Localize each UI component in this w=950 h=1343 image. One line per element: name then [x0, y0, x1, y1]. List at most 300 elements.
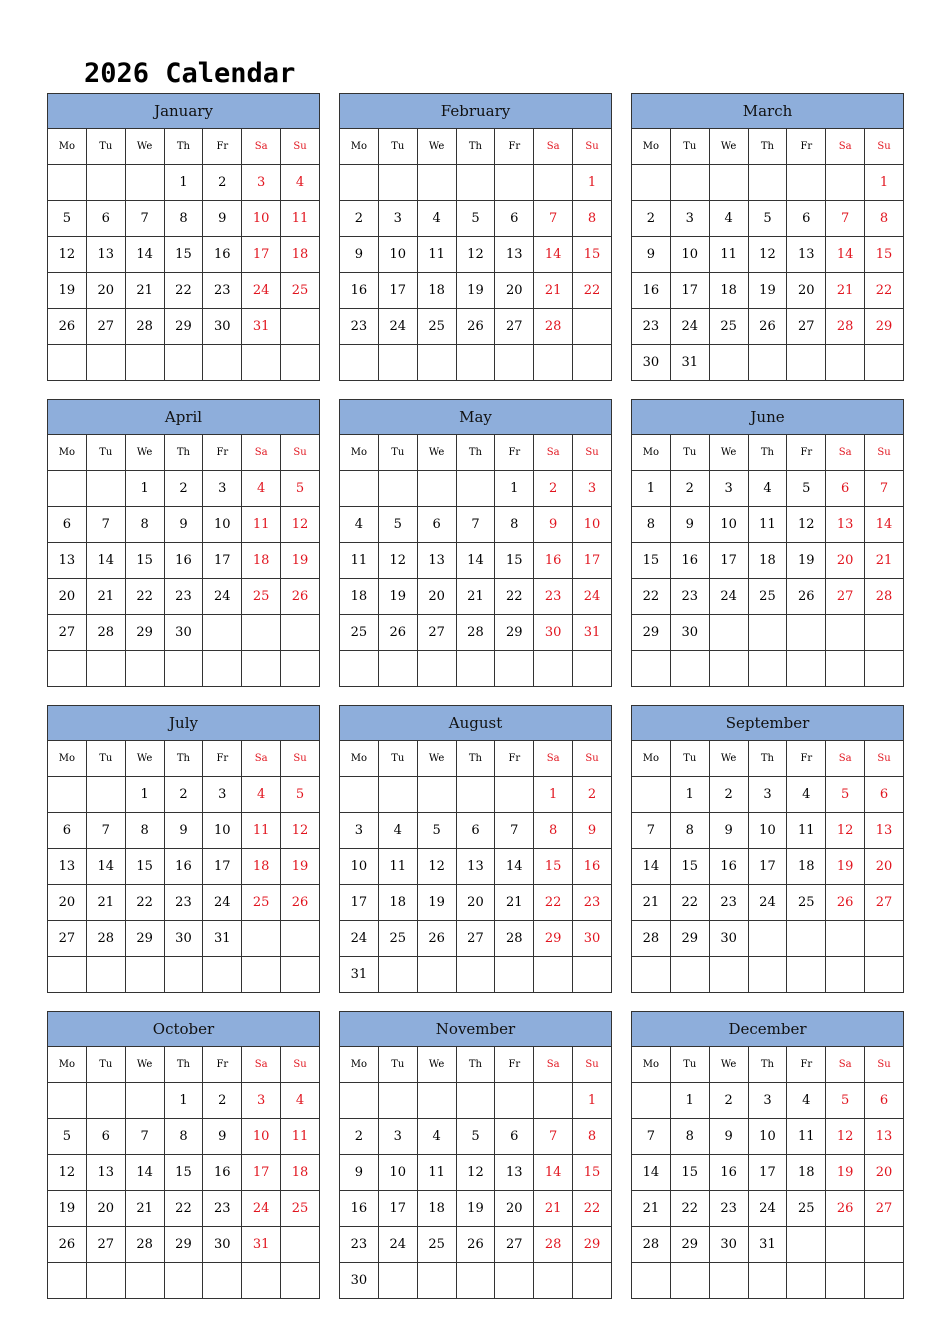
day-cell[interactable]: 22	[573, 273, 612, 309]
day-cell[interactable]: 12	[748, 237, 787, 273]
day-cell[interactable]: 10	[748, 813, 787, 849]
day-cell[interactable]: 21	[865, 543, 904, 579]
day-cell[interactable]: 6	[865, 1083, 904, 1119]
day-cell[interactable]: 16	[632, 273, 671, 309]
day-cell[interactable]: 14	[495, 849, 534, 885]
day-cell[interactable]: 2	[203, 165, 242, 201]
day-cell[interactable]: 16	[670, 543, 709, 579]
day-cell[interactable]: 15	[534, 849, 573, 885]
day-cell[interactable]: 21	[125, 1191, 164, 1227]
day-cell[interactable]: 18	[340, 579, 379, 615]
day-cell[interactable]: 22	[865, 273, 904, 309]
day-cell[interactable]: 8	[573, 1119, 612, 1155]
day-cell[interactable]: 19	[826, 849, 865, 885]
day-cell[interactable]: 16	[709, 1155, 748, 1191]
day-cell[interactable]: 5	[417, 813, 456, 849]
day-cell[interactable]: 3	[242, 165, 281, 201]
day-cell[interactable]: 10	[340, 849, 379, 885]
day-cell[interactable]: 29	[534, 921, 573, 957]
day-cell[interactable]: 25	[787, 1191, 826, 1227]
day-cell[interactable]: 28	[632, 1227, 671, 1263]
day-cell[interactable]: 21	[632, 885, 671, 921]
day-cell[interactable]: 4	[787, 1083, 826, 1119]
day-cell[interactable]: 3	[748, 1083, 787, 1119]
day-cell[interactable]: 31	[340, 957, 379, 993]
day-cell[interactable]: 11	[340, 543, 379, 579]
day-cell[interactable]: 19	[456, 273, 495, 309]
day-cell[interactable]: 9	[164, 507, 203, 543]
day-cell[interactable]: 5	[748, 201, 787, 237]
day-cell[interactable]: 25	[748, 579, 787, 615]
day-cell[interactable]: 20	[417, 579, 456, 615]
day-cell[interactable]: 6	[495, 1119, 534, 1155]
day-cell[interactable]: 6	[495, 201, 534, 237]
day-cell[interactable]: 12	[417, 849, 456, 885]
day-cell[interactable]: 17	[203, 543, 242, 579]
day-cell[interactable]: 17	[748, 849, 787, 885]
day-cell[interactable]: 2	[203, 1083, 242, 1119]
day-cell[interactable]: 6	[826, 471, 865, 507]
day-cell[interactable]: 7	[534, 201, 573, 237]
day-cell[interactable]: 14	[534, 237, 573, 273]
day-cell[interactable]: 29	[865, 309, 904, 345]
day-cell[interactable]: 17	[242, 1155, 281, 1191]
day-cell[interactable]: 26	[826, 1191, 865, 1227]
day-cell[interactable]: 22	[632, 579, 671, 615]
day-cell[interactable]: 25	[787, 885, 826, 921]
day-cell[interactable]: 29	[670, 1227, 709, 1263]
day-cell[interactable]: 1	[670, 1083, 709, 1119]
day-cell[interactable]: 19	[417, 885, 456, 921]
day-cell[interactable]: 26	[281, 579, 320, 615]
day-cell[interactable]: 11	[709, 237, 748, 273]
day-cell[interactable]: 26	[417, 921, 456, 957]
day-cell[interactable]: 15	[495, 543, 534, 579]
day-cell[interactable]: 23	[340, 309, 379, 345]
day-cell[interactable]: 28	[534, 1227, 573, 1263]
day-cell[interactable]: 12	[48, 1155, 87, 1191]
day-cell[interactable]: 2	[670, 471, 709, 507]
day-cell[interactable]: 1	[573, 165, 612, 201]
day-cell[interactable]: 27	[865, 1191, 904, 1227]
day-cell[interactable]: 15	[164, 237, 203, 273]
day-cell[interactable]: 13	[86, 1155, 125, 1191]
day-cell[interactable]: 24	[573, 579, 612, 615]
day-cell[interactable]: 22	[670, 1191, 709, 1227]
day-cell[interactable]: 14	[632, 1155, 671, 1191]
day-cell[interactable]: 26	[826, 885, 865, 921]
day-cell[interactable]: 6	[86, 1119, 125, 1155]
day-cell[interactable]: 9	[709, 813, 748, 849]
day-cell[interactable]: 10	[203, 507, 242, 543]
day-cell[interactable]: 23	[534, 579, 573, 615]
day-cell[interactable]: 18	[787, 849, 826, 885]
day-cell[interactable]: 14	[456, 543, 495, 579]
day-cell[interactable]: 6	[417, 507, 456, 543]
day-cell[interactable]: 30	[573, 921, 612, 957]
day-cell[interactable]: 28	[632, 921, 671, 957]
day-cell[interactable]: 14	[125, 237, 164, 273]
day-cell[interactable]: 21	[86, 885, 125, 921]
day-cell[interactable]: 5	[787, 471, 826, 507]
day-cell[interactable]: 18	[281, 237, 320, 273]
day-cell[interactable]: 28	[826, 309, 865, 345]
day-cell[interactable]: 19	[48, 273, 87, 309]
day-cell[interactable]: 31	[748, 1227, 787, 1263]
day-cell[interactable]: 15	[670, 1155, 709, 1191]
day-cell[interactable]: 20	[86, 1191, 125, 1227]
day-cell[interactable]: 11	[417, 237, 456, 273]
day-cell[interactable]: 9	[164, 813, 203, 849]
day-cell[interactable]: 13	[826, 507, 865, 543]
day-cell[interactable]: 16	[203, 1155, 242, 1191]
day-cell[interactable]: 26	[378, 615, 417, 651]
day-cell[interactable]: 24	[378, 1227, 417, 1263]
day-cell[interactable]: 21	[125, 273, 164, 309]
day-cell[interactable]: 20	[48, 579, 87, 615]
day-cell[interactable]: 15	[164, 1155, 203, 1191]
day-cell[interactable]: 29	[164, 309, 203, 345]
day-cell[interactable]: 15	[573, 1155, 612, 1191]
day-cell[interactable]: 25	[242, 579, 281, 615]
day-cell[interactable]: 22	[495, 579, 534, 615]
day-cell[interactable]: 28	[86, 921, 125, 957]
day-cell[interactable]: 21	[534, 273, 573, 309]
day-cell[interactable]: 22	[164, 1191, 203, 1227]
day-cell[interactable]: 16	[164, 849, 203, 885]
day-cell[interactable]: 29	[573, 1227, 612, 1263]
day-cell[interactable]: 1	[670, 777, 709, 813]
day-cell[interactable]: 11	[242, 813, 281, 849]
day-cell[interactable]: 11	[281, 1119, 320, 1155]
day-cell[interactable]: 21	[456, 579, 495, 615]
day-cell[interactable]: 17	[203, 849, 242, 885]
day-cell[interactable]: 14	[865, 507, 904, 543]
day-cell[interactable]: 4	[378, 813, 417, 849]
day-cell[interactable]: 14	[826, 237, 865, 273]
day-cell[interactable]: 29	[495, 615, 534, 651]
day-cell[interactable]: 29	[125, 615, 164, 651]
day-cell[interactable]: 10	[378, 237, 417, 273]
day-cell[interactable]: 26	[48, 1227, 87, 1263]
day-cell[interactable]: 20	[86, 273, 125, 309]
day-cell[interactable]: 2	[573, 777, 612, 813]
day-cell[interactable]: 3	[203, 471, 242, 507]
day-cell[interactable]: 3	[670, 201, 709, 237]
day-cell[interactable]: 11	[787, 1119, 826, 1155]
day-cell[interactable]: 29	[632, 615, 671, 651]
day-cell[interactable]: 3	[340, 813, 379, 849]
day-cell[interactable]: 22	[534, 885, 573, 921]
day-cell[interactable]: 12	[456, 237, 495, 273]
day-cell[interactable]: 1	[495, 471, 534, 507]
day-cell[interactable]: 10	[242, 201, 281, 237]
day-cell[interactable]: 13	[456, 849, 495, 885]
day-cell[interactable]: 22	[164, 273, 203, 309]
day-cell[interactable]: 6	[48, 813, 87, 849]
day-cell[interactable]: 7	[632, 813, 671, 849]
day-cell[interactable]: 13	[86, 237, 125, 273]
day-cell[interactable]: 14	[632, 849, 671, 885]
day-cell[interactable]: 9	[534, 507, 573, 543]
day-cell[interactable]: 10	[242, 1119, 281, 1155]
day-cell[interactable]: 24	[709, 579, 748, 615]
day-cell[interactable]: 14	[125, 1155, 164, 1191]
day-cell[interactable]: 27	[86, 309, 125, 345]
day-cell[interactable]: 4	[281, 1083, 320, 1119]
day-cell[interactable]: 18	[417, 273, 456, 309]
day-cell[interactable]: 18	[242, 543, 281, 579]
day-cell[interactable]: 17	[748, 1155, 787, 1191]
day-cell[interactable]: 2	[340, 201, 379, 237]
day-cell[interactable]: 27	[826, 579, 865, 615]
day-cell[interactable]: 19	[48, 1191, 87, 1227]
day-cell[interactable]: 6	[86, 201, 125, 237]
day-cell[interactable]: 3	[709, 471, 748, 507]
day-cell[interactable]: 15	[670, 849, 709, 885]
day-cell[interactable]: 17	[573, 543, 612, 579]
day-cell[interactable]: 7	[865, 471, 904, 507]
day-cell[interactable]: 12	[281, 507, 320, 543]
day-cell[interactable]: 30	[709, 921, 748, 957]
day-cell[interactable]: 30	[203, 1227, 242, 1263]
day-cell[interactable]: 21	[495, 885, 534, 921]
day-cell[interactable]: 7	[534, 1119, 573, 1155]
day-cell[interactable]: 2	[164, 471, 203, 507]
day-cell[interactable]: 2	[340, 1119, 379, 1155]
day-cell[interactable]: 28	[125, 309, 164, 345]
day-cell[interactable]: 23	[670, 579, 709, 615]
day-cell[interactable]: 16	[534, 543, 573, 579]
day-cell[interactable]: 8	[534, 813, 573, 849]
day-cell[interactable]: 10	[573, 507, 612, 543]
day-cell[interactable]: 8	[670, 1119, 709, 1155]
day-cell[interactable]: 30	[203, 309, 242, 345]
day-cell[interactable]: 25	[417, 1227, 456, 1263]
day-cell[interactable]: 7	[495, 813, 534, 849]
day-cell[interactable]: 5	[281, 777, 320, 813]
day-cell[interactable]: 6	[787, 201, 826, 237]
day-cell[interactable]: 16	[340, 273, 379, 309]
day-cell[interactable]: 3	[378, 1119, 417, 1155]
day-cell[interactable]: 27	[86, 1227, 125, 1263]
day-cell[interactable]: 4	[748, 471, 787, 507]
day-cell[interactable]: 18	[417, 1191, 456, 1227]
day-cell[interactable]: 16	[340, 1191, 379, 1227]
day-cell[interactable]: 29	[125, 921, 164, 957]
day-cell[interactable]: 10	[378, 1155, 417, 1191]
day-cell[interactable]: 9	[670, 507, 709, 543]
day-cell[interactable]: 24	[203, 579, 242, 615]
day-cell[interactable]: 20	[48, 885, 87, 921]
day-cell[interactable]: 25	[281, 1191, 320, 1227]
day-cell[interactable]: 22	[670, 885, 709, 921]
day-cell[interactable]: 17	[242, 237, 281, 273]
day-cell[interactable]: 9	[340, 237, 379, 273]
day-cell[interactable]: 9	[203, 1119, 242, 1155]
day-cell[interactable]: 18	[787, 1155, 826, 1191]
day-cell[interactable]: 23	[709, 1191, 748, 1227]
day-cell[interactable]: 28	[125, 1227, 164, 1263]
day-cell[interactable]: 24	[340, 921, 379, 957]
day-cell[interactable]: 14	[86, 543, 125, 579]
day-cell[interactable]: 20	[456, 885, 495, 921]
day-cell[interactable]: 30	[164, 615, 203, 651]
day-cell[interactable]: 20	[826, 543, 865, 579]
day-cell[interactable]: 18	[748, 543, 787, 579]
day-cell[interactable]: 20	[495, 273, 534, 309]
day-cell[interactable]: 7	[826, 201, 865, 237]
day-cell[interactable]: 4	[709, 201, 748, 237]
day-cell[interactable]: 13	[417, 543, 456, 579]
day-cell[interactable]: 10	[670, 237, 709, 273]
day-cell[interactable]: 16	[709, 849, 748, 885]
day-cell[interactable]: 5	[826, 1083, 865, 1119]
day-cell[interactable]: 16	[203, 237, 242, 273]
day-cell[interactable]: 8	[125, 813, 164, 849]
day-cell[interactable]: 30	[670, 615, 709, 651]
day-cell[interactable]: 19	[787, 543, 826, 579]
day-cell[interactable]: 4	[281, 165, 320, 201]
day-cell[interactable]: 28	[495, 921, 534, 957]
day-cell[interactable]: 24	[242, 1191, 281, 1227]
day-cell[interactable]: 9	[709, 1119, 748, 1155]
day-cell[interactable]: 23	[709, 885, 748, 921]
day-cell[interactable]: 12	[378, 543, 417, 579]
day-cell[interactable]: 18	[378, 885, 417, 921]
day-cell[interactable]: 12	[826, 1119, 865, 1155]
day-cell[interactable]: 5	[48, 1119, 87, 1155]
day-cell[interactable]: 13	[495, 1155, 534, 1191]
day-cell[interactable]: 22	[573, 1191, 612, 1227]
day-cell[interactable]: 24	[378, 309, 417, 345]
day-cell[interactable]: 15	[125, 543, 164, 579]
day-cell[interactable]: 28	[534, 309, 573, 345]
day-cell[interactable]: 26	[48, 309, 87, 345]
day-cell[interactable]: 24	[242, 273, 281, 309]
day-cell[interactable]: 9	[203, 201, 242, 237]
day-cell[interactable]: 19	[281, 849, 320, 885]
day-cell[interactable]: 5	[826, 777, 865, 813]
day-cell[interactable]: 27	[495, 1227, 534, 1263]
day-cell[interactable]: 23	[340, 1227, 379, 1263]
day-cell[interactable]: 24	[203, 885, 242, 921]
day-cell[interactable]: 1	[164, 165, 203, 201]
day-cell[interactable]: 5	[456, 1119, 495, 1155]
day-cell[interactable]: 19	[826, 1155, 865, 1191]
day-cell[interactable]: 28	[86, 615, 125, 651]
day-cell[interactable]: 27	[787, 309, 826, 345]
day-cell[interactable]: 1	[534, 777, 573, 813]
day-cell[interactable]: 18	[709, 273, 748, 309]
day-cell[interactable]: 17	[709, 543, 748, 579]
day-cell[interactable]: 15	[573, 237, 612, 273]
day-cell[interactable]: 5	[378, 507, 417, 543]
day-cell[interactable]: 25	[281, 273, 320, 309]
day-cell[interactable]: 27	[456, 921, 495, 957]
day-cell[interactable]: 3	[748, 777, 787, 813]
day-cell[interactable]: 12	[48, 237, 87, 273]
day-cell[interactable]: 25	[242, 885, 281, 921]
day-cell[interactable]: 8	[164, 1119, 203, 1155]
day-cell[interactable]: 25	[340, 615, 379, 651]
day-cell[interactable]: 21	[826, 273, 865, 309]
day-cell[interactable]: 19	[281, 543, 320, 579]
day-cell[interactable]: 31	[670, 345, 709, 381]
day-cell[interactable]: 30	[340, 1263, 379, 1299]
day-cell[interactable]: 2	[709, 777, 748, 813]
day-cell[interactable]: 20	[495, 1191, 534, 1227]
day-cell[interactable]: 25	[417, 309, 456, 345]
day-cell[interactable]: 13	[787, 237, 826, 273]
day-cell[interactable]: 23	[573, 885, 612, 921]
day-cell[interactable]: 27	[865, 885, 904, 921]
day-cell[interactable]: 27	[48, 921, 87, 957]
day-cell[interactable]: 12	[456, 1155, 495, 1191]
day-cell[interactable]: 7	[456, 507, 495, 543]
day-cell[interactable]: 3	[203, 777, 242, 813]
day-cell[interactable]: 1	[573, 1083, 612, 1119]
day-cell[interactable]: 27	[48, 615, 87, 651]
day-cell[interactable]: 8	[125, 507, 164, 543]
day-cell[interactable]: 17	[378, 1191, 417, 1227]
day-cell[interactable]: 31	[242, 1227, 281, 1263]
day-cell[interactable]: 11	[281, 201, 320, 237]
day-cell[interactable]: 30	[164, 921, 203, 957]
day-cell[interactable]: 7	[86, 507, 125, 543]
day-cell[interactable]: 23	[164, 885, 203, 921]
day-cell[interactable]: 8	[573, 201, 612, 237]
day-cell[interactable]: 23	[632, 309, 671, 345]
day-cell[interactable]: 11	[787, 813, 826, 849]
day-cell[interactable]: 5	[281, 471, 320, 507]
day-cell[interactable]: 6	[456, 813, 495, 849]
day-cell[interactable]: 22	[125, 885, 164, 921]
day-cell[interactable]: 30	[632, 345, 671, 381]
day-cell[interactable]: 10	[203, 813, 242, 849]
day-cell[interactable]: 13	[865, 1119, 904, 1155]
day-cell[interactable]: 1	[125, 777, 164, 813]
day-cell[interactable]: 17	[670, 273, 709, 309]
day-cell[interactable]: 8	[865, 201, 904, 237]
day-cell[interactable]: 22	[125, 579, 164, 615]
day-cell[interactable]: 7	[125, 201, 164, 237]
day-cell[interactable]: 18	[281, 1155, 320, 1191]
day-cell[interactable]: 13	[495, 237, 534, 273]
day-cell[interactable]: 1	[865, 165, 904, 201]
day-cell[interactable]: 4	[417, 201, 456, 237]
day-cell[interactable]: 6	[865, 777, 904, 813]
day-cell[interactable]: 3	[242, 1083, 281, 1119]
day-cell[interactable]: 19	[748, 273, 787, 309]
day-cell[interactable]: 20	[865, 849, 904, 885]
day-cell[interactable]: 14	[86, 849, 125, 885]
day-cell[interactable]: 1	[125, 471, 164, 507]
day-cell[interactable]: 21	[632, 1191, 671, 1227]
day-cell[interactable]: 24	[670, 309, 709, 345]
day-cell[interactable]: 16	[573, 849, 612, 885]
day-cell[interactable]: 31	[573, 615, 612, 651]
day-cell[interactable]: 9	[573, 813, 612, 849]
day-cell[interactable]: 3	[573, 471, 612, 507]
day-cell[interactable]: 26	[748, 309, 787, 345]
day-cell[interactable]: 10	[748, 1119, 787, 1155]
day-cell[interactable]: 28	[456, 615, 495, 651]
day-cell[interactable]: 13	[48, 543, 87, 579]
day-cell[interactable]: 25	[378, 921, 417, 957]
day-cell[interactable]: 2	[534, 471, 573, 507]
day-cell[interactable]: 1	[632, 471, 671, 507]
